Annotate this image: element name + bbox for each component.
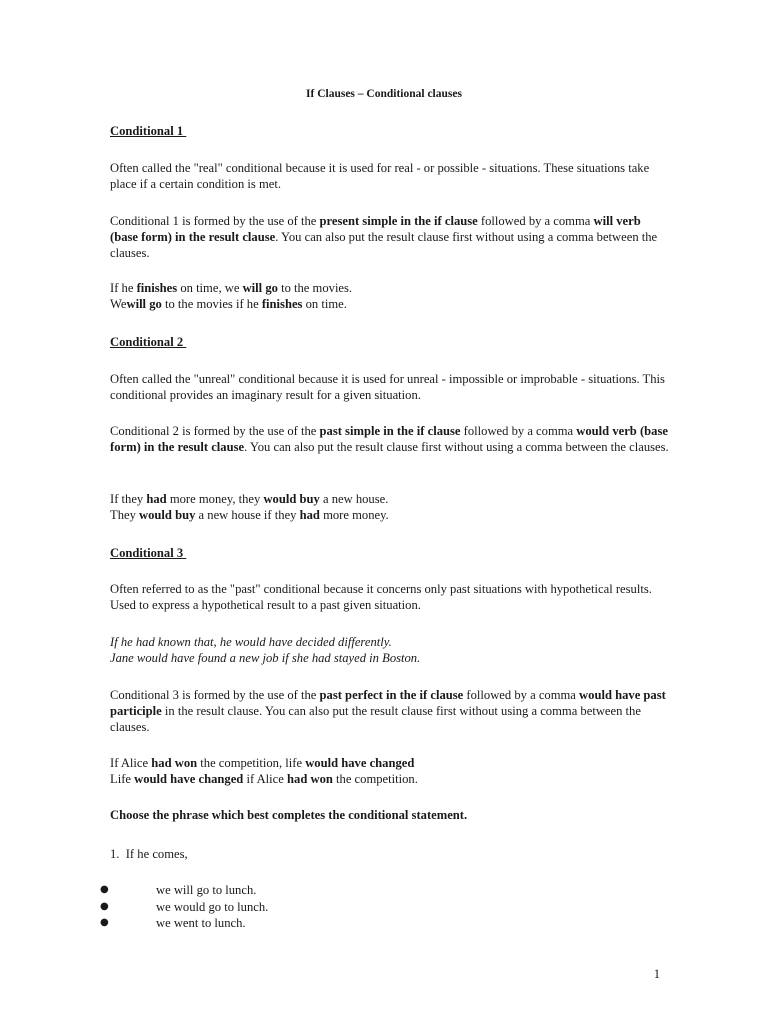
section-heading-conditional-2: Conditional 2 <box>110 335 187 349</box>
answer-option[interactable]: ● we went to lunch. <box>100 916 246 930</box>
conditional-3-examples <box>110 755 670 787</box>
example-line: If Alice had won the competition, life would have changed <box>110 756 415 770</box>
answer-option[interactable]: ● we will go to lunch. <box>100 883 257 897</box>
section-heading-conditional-3: Conditional 3 <box>110 546 187 560</box>
conditional-3-description: Often referred to as the "past" conditional because it concerns only past situations with hypothetical results. Used to express a hypothetical result to a past given situation. <box>110 582 652 612</box>
conditional-1-examples <box>110 280 670 312</box>
example-line: If they had more money, they would buy a new house. <box>110 492 389 506</box>
conditional-3-formation: Conditional 3 is formed by the use of the past perfect in the if clause followed by a comma would have past participle in the result clause. You can also put the result clause first without using a comma between the clauses. <box>110 688 666 734</box>
example-line: Life would have changed if Alice had won the competition. <box>110 772 418 786</box>
conditional-2-description: Often called the "unreal" conditional because it is used for unreal - impossible or improbable - situations. This conditional provides an imaginary result for a given situation. <box>110 372 665 402</box>
example-line: If he finishes on time, we will go to the movies. <box>110 281 353 295</box>
example-line: Wewill go to the movies if he finishes on time. <box>110 297 347 311</box>
answer-option[interactable]: ● we would go to lunch. <box>100 899 269 914</box>
conditional-2-formation: Conditional 2 is formed by the use of the past simple in the if clause followed by a comma would verb (base form) in the result clause. You can also put the result clause first without using a comma between the clauses. <box>110 424 669 454</box>
conditional-1-formation: Conditional 1 is formed by the use of the present simple in the if clause followed by a comma will verb (base form) in the result clause. You can also put the result clause first without using a comma between the clauses. <box>110 214 658 260</box>
answer-options-list <box>100 882 268 932</box>
example-line: They would buy a new house if they had more money. <box>110 508 389 522</box>
bullet-icon: ● <box>100 900 109 912</box>
section-heading-conditional-1: Conditional 1 <box>110 124 187 138</box>
page-number: 1 <box>653 967 660 981</box>
exercise-question: 1. If he comes, <box>110 847 188 861</box>
conditional-1-description: Often called the "real" conditional because it is used for real - or possible - situations. These situations take place if a certain condition is met. <box>110 161 650 191</box>
bullet-icon: ● <box>100 884 109 895</box>
exercise-instruction: Choose the phrase which best completes the conditional statement. <box>110 808 468 822</box>
conditional-3-italic-examples: If he had known that, he would have decided differently. Jane would have found a new job if she had stayed in Boston. <box>110 635 421 665</box>
bullet-icon: ● <box>100 917 109 928</box>
document-title: If Clauses – Conditional clauses <box>306 88 462 100</box>
conditional-2-examples <box>110 491 670 523</box>
